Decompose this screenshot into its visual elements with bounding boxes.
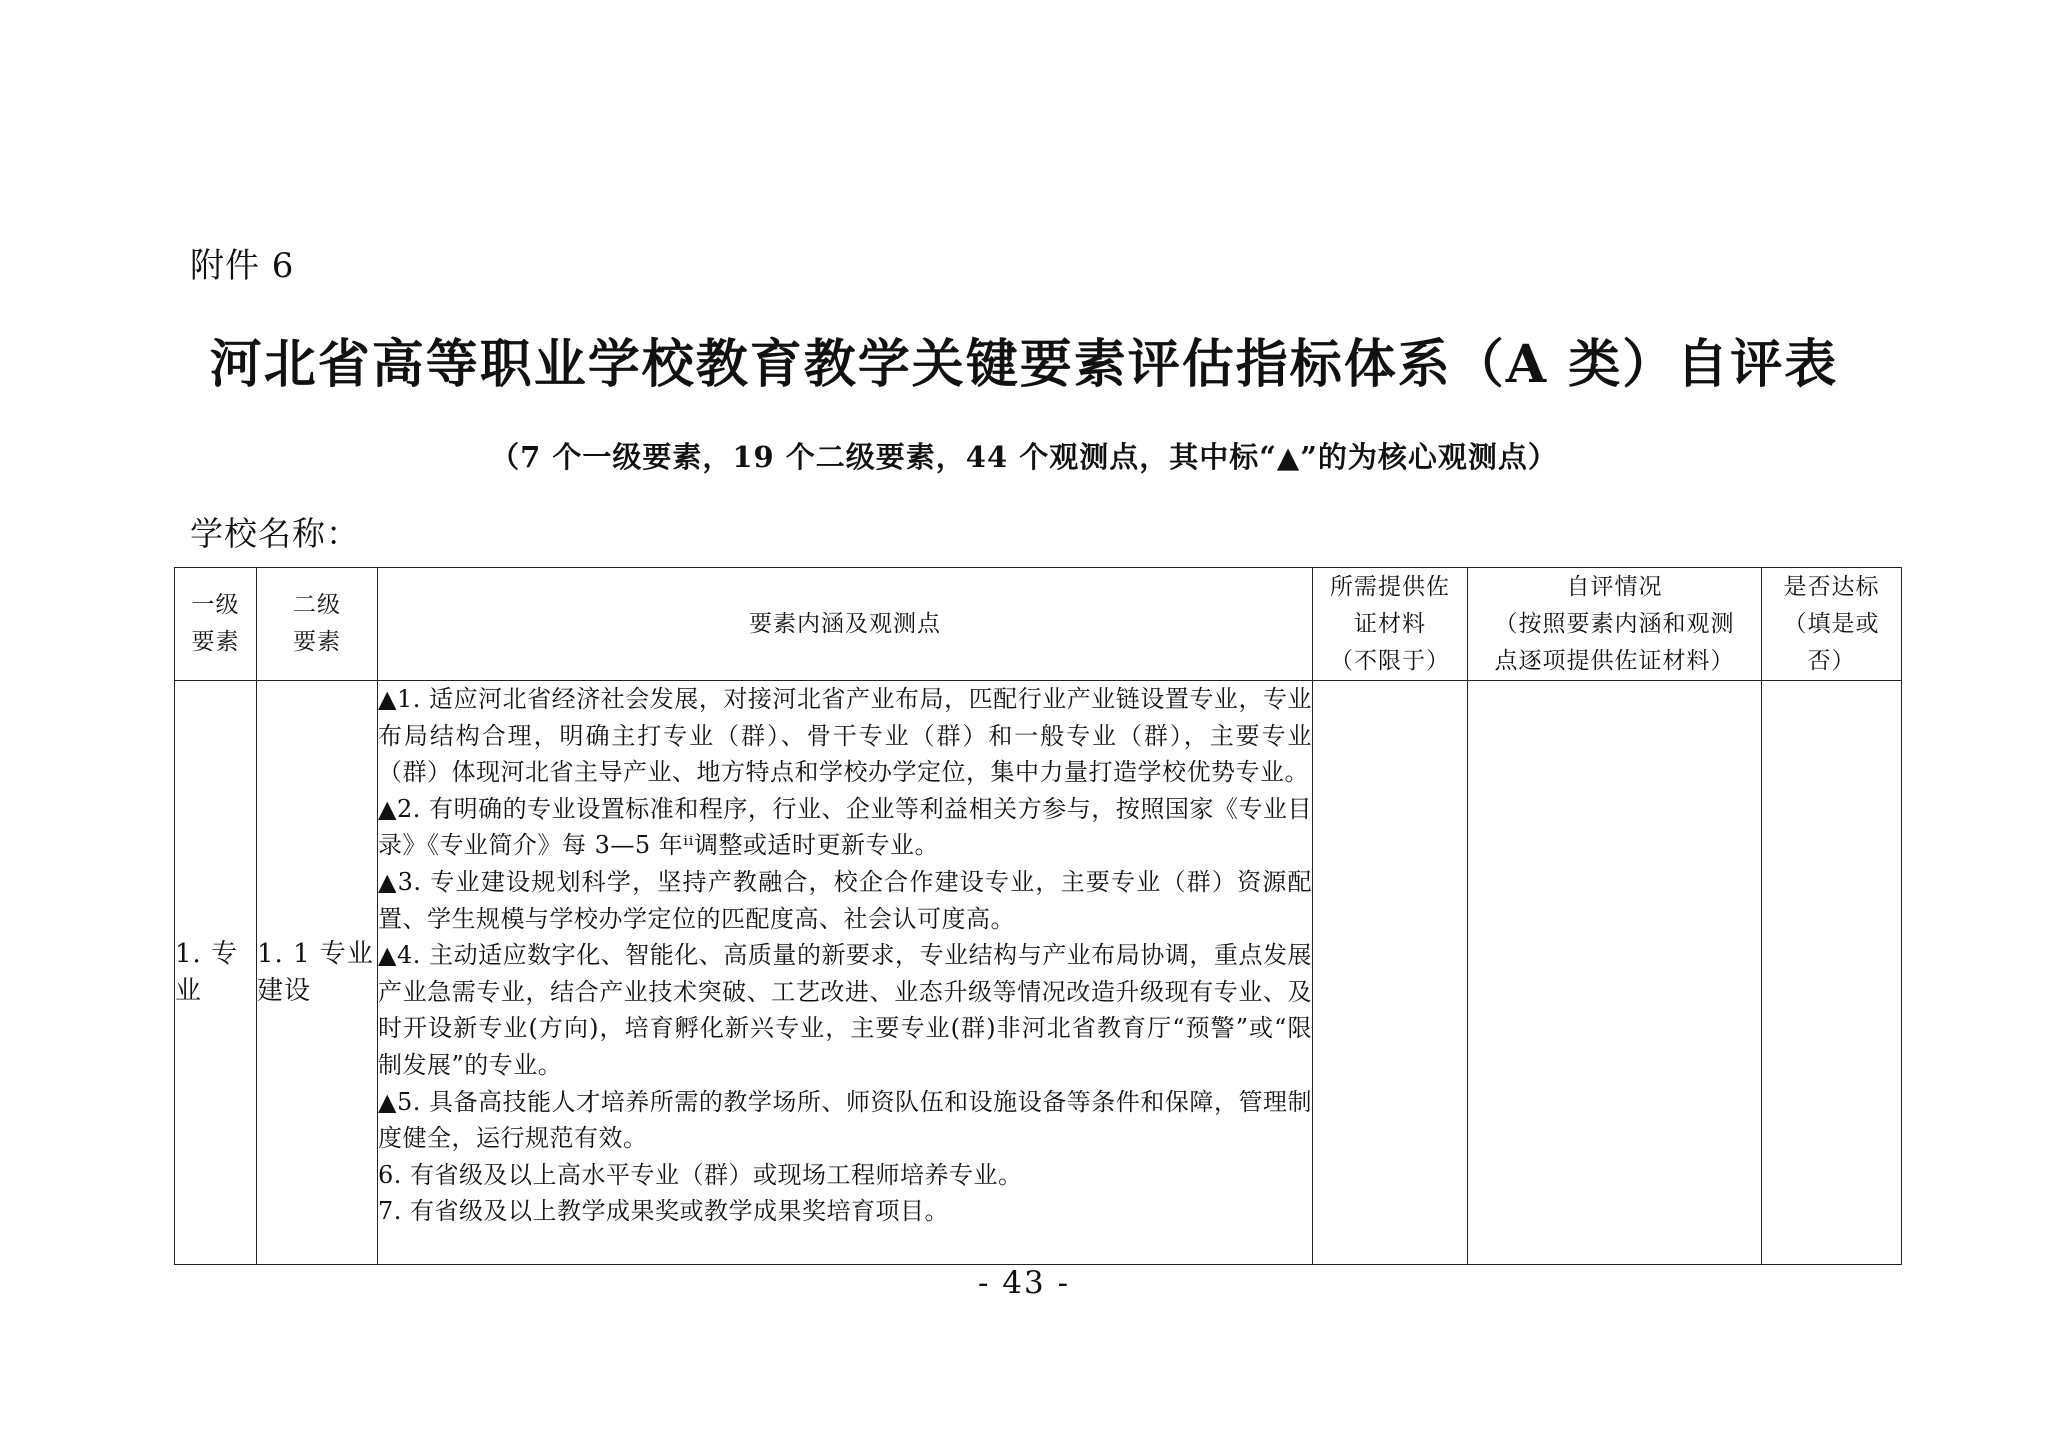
- header-text: 二级: [293, 592, 341, 618]
- level1-text: 业: [175, 975, 203, 1006]
- header-text: 要素内涵及观测点: [749, 610, 941, 637]
- header-text: （按照要素内涵和观测: [1494, 610, 1735, 637]
- school-name-label: 学校名称：: [190, 514, 360, 553]
- self-eval-cell[interactable]: [1468, 681, 1762, 1265]
- level2-text: 1. 1 专业: [257, 938, 374, 969]
- observation-point-2: ▲2. 有明确的专业设置标准和程序，行业、企业等利益相关方参与，按照国家《专业目录》《专业简介》每 3—5 年ⁱⁱ调整或适时更新专业。: [378, 794, 1312, 860]
- observation-point-5: ▲5. 具备高技能人才培养所需的教学场所、师资队伍和设施设备等条件和保障，管理制度健全，运行规范有效。: [378, 1087, 1312, 1153]
- header-content: [378, 568, 1313, 681]
- header-text: 自评情况: [1566, 573, 1663, 600]
- header-level2: [257, 568, 378, 681]
- header-text: （不限于）: [1330, 647, 1450, 674]
- header-text: 要素: [191, 629, 240, 655]
- page-title: 河北省高等职业学校教育教学关键要素评估指标体系（A 类）自评表: [209, 334, 1839, 395]
- level2-text: 建设: [257, 975, 312, 1006]
- page-subtitle: （7 个一级要素，19 个二级要素，44 个观测点，其中标“▲”的为核心观测点）: [490, 440, 1558, 474]
- observation-point-1: ▲1. 适应河北省经济社会发展，对接河北省产业布局，匹配行业产业链设置专业，专业布局结构合理，明确主打专业（群）、骨干专业（群）和一般专业（群），主要专业（群）体现河北省主导产业、地方特点和学校办学定位，集中力量打造学校优势专业。: [378, 685, 1312, 787]
- level2-cell: [257, 681, 378, 1265]
- header-text: 否）: [1807, 647, 1856, 674]
- table-header-row: [175, 568, 1902, 681]
- page-number: - 43 -: [977, 1265, 1071, 1301]
- qualified-cell[interactable]: [1762, 681, 1902, 1265]
- header-text: 是否达标: [1783, 573, 1880, 600]
- table-row: [175, 681, 1902, 1265]
- evaluation-table: [174, 567, 1902, 1265]
- header-evidence: [1313, 568, 1468, 681]
- attachment-label: 附件 6: [190, 246, 295, 286]
- header-text: 点逐项提供佐证材料）: [1494, 647, 1735, 674]
- header-text: （填是或: [1783, 610, 1880, 637]
- content-cell: [378, 681, 1313, 1265]
- header-text: 要素: [293, 629, 341, 655]
- header-qualified: [1762, 568, 1902, 681]
- header-text: 一级: [191, 592, 240, 618]
- header-level1: [175, 568, 257, 681]
- header-text: 所需提供佐: [1330, 573, 1450, 600]
- level1-cell: [175, 681, 257, 1265]
- header-text: 证材料: [1354, 610, 1426, 637]
- observation-point-3: ▲3. 专业建设规划科学，坚持产教融合，校企合作建设专业，主要专业（群）资源配置、学生规模与学校办学定位的匹配度高、社会认可度高。: [378, 867, 1312, 933]
- header-self-eval: [1468, 568, 1762, 681]
- observation-point-4: ▲4. 主动适应数字化、智能化、高质量的新要求，专业结构与产业布局协调，重点发展产业急需专业，结合产业技术突破、工艺改进、业态升级等情况改造升级现有专业、及时开设新专业(方向)，培育孵化新兴专业，主要专业(群)非河北省教育厅“预警”或“限制发展”的专业。: [378, 941, 1312, 1079]
- evidence-cell[interactable]: [1313, 681, 1468, 1265]
- observation-point-7: 7. 有省级及以上教学成果奖或教学成果奖培育项目。: [378, 1197, 950, 1226]
- observation-point-6: 6. 有省级及以上高水平专业（群）或现场工程师培养专业。: [378, 1160, 1023, 1189]
- level1-text: 1. 专: [175, 938, 239, 969]
